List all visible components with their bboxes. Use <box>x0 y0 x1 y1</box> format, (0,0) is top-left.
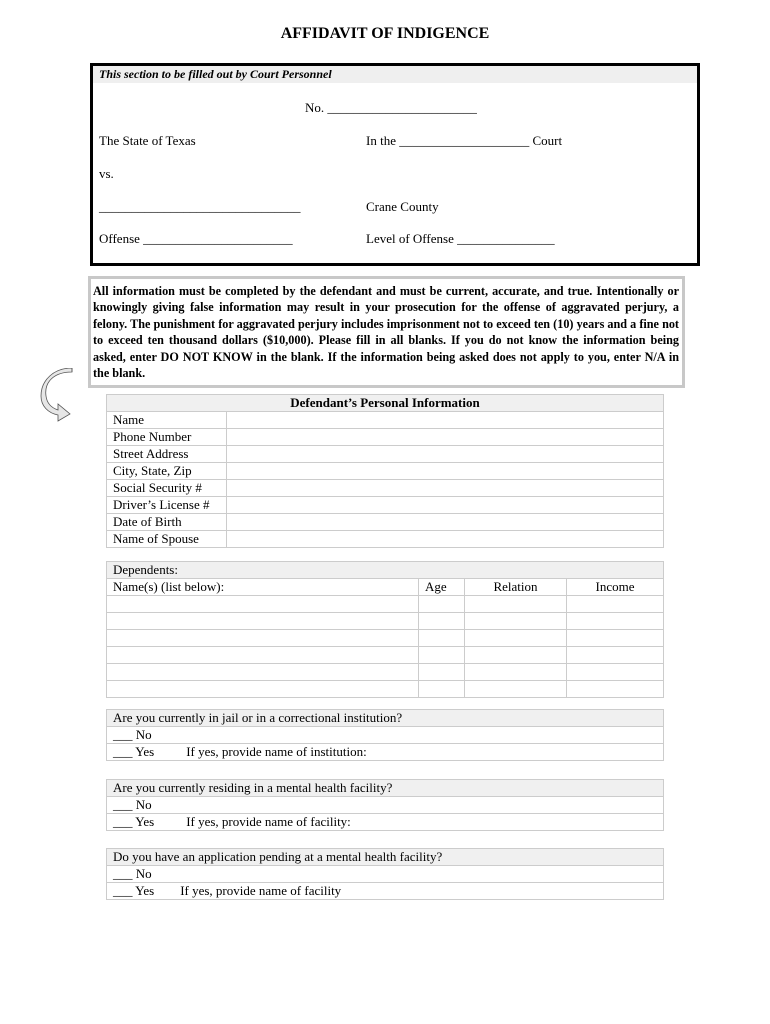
dependent-age-cell[interactable] <box>419 664 465 681</box>
field-label: Date of Birth <box>107 514 227 531</box>
table-row <box>107 596 664 613</box>
residence-yes-option[interactable] <box>107 814 664 831</box>
table-row <box>107 480 664 497</box>
phone-input-cell[interactable] <box>227 429 664 446</box>
table-row <box>107 412 664 429</box>
dependent-income-cell[interactable] <box>567 647 664 664</box>
court-name-field[interactable]: In the ____________________ Court <box>366 133 563 148</box>
dependent-relation-cell[interactable] <box>465 596 567 613</box>
dependents-name-column-header: Name(s) (list below): <box>107 579 419 596</box>
dependent-income-cell[interactable] <box>567 630 664 647</box>
court-section-header <box>93 66 697 83</box>
ssn-input-cell[interactable] <box>227 480 664 497</box>
personal-info-header: Defendant’s Personal Information <box>107 395 664 412</box>
field-label: City, State, Zip <box>107 463 227 480</box>
dependent-income-cell[interactable] <box>567 613 664 630</box>
dependent-relation-cell[interactable] <box>465 681 567 698</box>
mental-health-application-table <box>106 848 664 900</box>
table-row <box>107 463 664 480</box>
field-label: Driver’s License # <box>107 497 227 514</box>
dependent-income-cell[interactable] <box>567 681 664 698</box>
residence-yes-label: ___ Yes <box>113 814 155 829</box>
dependent-name-cell[interactable] <box>107 664 419 681</box>
offense-field[interactable]: Offense _______________________ <box>99 231 293 246</box>
dependent-name-cell[interactable] <box>107 681 419 698</box>
field-label: Name <box>107 412 227 429</box>
dependent-age-cell[interactable] <box>419 681 465 698</box>
case-number-field[interactable]: No. _______________________ <box>305 100 477 115</box>
city-state-zip-input-cell[interactable] <box>227 463 664 480</box>
perjury-warning-notice: All information must be completed by the defendant and must be current, accurate, and true. Intentionally or knowingly giving false information may result in your prosecution for the offense of aggravated perjury, a felony. The punishment for aggravated perjury includes imprisonment not to exceed ten (10) years and a fine not to exceed ten thousand dollars ($10,000). Please fill in all blanks. If you do not know the information being asked, enter DO NOT KNOW in the blank. If the information being asked does not apply to you, enter N/A in the blank. <box>88 276 685 388</box>
state-of-texas-label: The State of Texas <box>99 133 196 148</box>
jail-question-table <box>106 709 664 761</box>
dependent-age-cell[interactable] <box>419 596 465 613</box>
application-no-option[interactable]: ___ No <box>107 866 664 883</box>
court-section-header-text: This section to be filled out by Court Personnel <box>99 67 332 81</box>
dependents-age-column-header: Age <box>419 579 465 596</box>
application-yes-label: ___ Yes <box>113 883 155 898</box>
dependent-relation-cell[interactable] <box>465 664 567 681</box>
table-row <box>107 613 664 630</box>
table-row <box>107 429 664 446</box>
date-of-birth-input-cell[interactable] <box>227 514 664 531</box>
name-input-cell[interactable] <box>227 412 664 429</box>
dependents-table <box>106 561 664 698</box>
field-label: Social Security # <box>107 480 227 497</box>
vs-label: vs. <box>99 166 114 181</box>
jail-yes-label: ___ Yes <box>113 744 155 759</box>
street-address-input-cell[interactable] <box>227 446 664 463</box>
field-label: Street Address <box>107 446 227 463</box>
county-label: Crane County <box>366 199 439 214</box>
dependent-income-cell[interactable] <box>567 664 664 681</box>
spouse-name-input-cell[interactable] <box>227 531 664 548</box>
jail-yes-option[interactable] <box>107 744 664 761</box>
dependent-age-cell[interactable] <box>419 647 465 664</box>
mental-health-application-question: Do you have an application pending at a mental health facility? <box>107 849 664 866</box>
table-row <box>107 681 664 698</box>
jail-no-option[interactable]: ___ No <box>107 727 664 744</box>
mental-health-residence-question: Are you currently residing in a mental health facility? <box>107 780 664 797</box>
field-label: Phone Number <box>107 429 227 446</box>
defendant-name-blank[interactable]: _______________________________ <box>99 199 301 214</box>
personal-info-table <box>106 394 664 548</box>
residence-no-option[interactable]: ___ No <box>107 797 664 814</box>
jail-question: Are you currently in jail or in a correctional institution? <box>107 710 664 727</box>
table-row <box>107 446 664 463</box>
field-label: Name of Spouse <box>107 531 227 548</box>
dependents-relation-column-header: Relation <box>465 579 567 596</box>
table-row <box>107 531 664 548</box>
dependent-name-cell[interactable] <box>107 613 419 630</box>
dependent-name-cell[interactable] <box>107 596 419 613</box>
dependent-age-cell[interactable] <box>419 630 465 647</box>
dependent-relation-cell[interactable] <box>465 630 567 647</box>
mental-health-residence-table <box>106 779 664 831</box>
dependent-age-cell[interactable] <box>419 613 465 630</box>
dependent-income-cell[interactable] <box>567 596 664 613</box>
table-row <box>107 497 664 514</box>
table-row <box>107 630 664 647</box>
document-title: AFFIDAVIT OF INDIGENCE <box>280 25 490 42</box>
dependents-income-column-header: Income <box>567 579 664 596</box>
residence-facility-prompt: If yes, provide name of facility: <box>186 814 351 829</box>
level-of-offense-field[interactable]: Level of Offense _______________ <box>366 231 555 246</box>
dependent-relation-cell[interactable] <box>465 647 567 664</box>
application-yes-option[interactable] <box>107 883 664 900</box>
court-personnel-section <box>90 63 700 266</box>
drivers-license-input-cell[interactable] <box>227 497 664 514</box>
table-row <box>107 647 664 664</box>
application-facility-prompt: If yes, provide name of facility <box>180 883 342 898</box>
dependent-name-cell[interactable] <box>107 630 419 647</box>
table-row <box>107 664 664 681</box>
dependent-name-cell[interactable] <box>107 647 419 664</box>
dependents-title: Dependents: <box>107 562 664 579</box>
dependent-relation-cell[interactable] <box>465 613 567 630</box>
jail-institution-prompt: If yes, provide name of institution: <box>186 744 367 759</box>
curved-arrow-icon <box>40 368 80 422</box>
table-row <box>107 514 664 531</box>
